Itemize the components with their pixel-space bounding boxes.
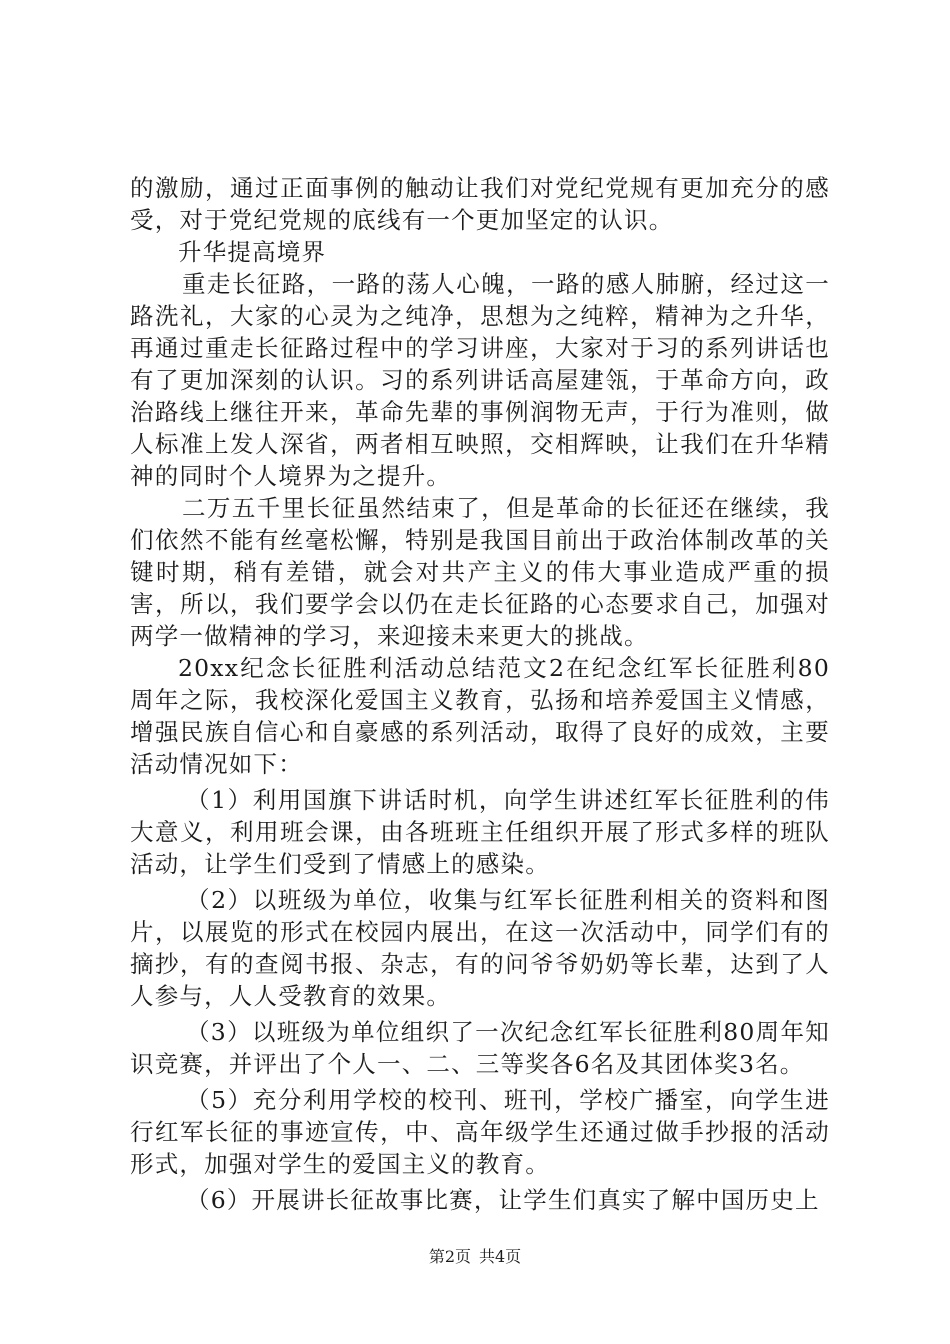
paragraph: 重走长征路，一路的荡人心魄，一路的感人肺腑，经过这一路洗礼，大家的心灵为之纯净，思想为之纯粹，精神为之升华，再通过重走长征路过程中的学习讲座，大家对于习的系列讲话也有了更加深刻的认识。习的系列讲话高屋建瓴，于革命方向，政治路线上继往开来，革命先辈的事例润物无声，于行为准则，做人标准上发人深省，两者相互映照，交相辉映，让我们在升华精神的同时个人境界为之提升。 (130, 270, 830, 490)
list-item: （3）以班级为单位组织了一次纪念红军长征胜利80周年知识竞赛，并评出了个人一、二、三等奖各6名及其团体奖3名。 (130, 1018, 830, 1078)
paragraph-continuation: 的激励，通过正面事例的触动让我们对党纪党规有更加充分的感受，对于党纪党规的底线有一个更加坚定的认识。 (130, 174, 830, 234)
document-body (130, 172, 830, 1216)
page-footer (0, 1244, 950, 1267)
page-total: 共4页 (479, 1247, 522, 1266)
list-item: （1）利用国旗下讲话时机，向学生讲述红军长征胜利的伟大意义，利用班会课，由各班班主任组织开展了形式多样的班队活动，让学生们受到了情感上的感染。 (130, 786, 830, 878)
page-number: 第2页 (428, 1247, 471, 1266)
list-item: （2）以班级为单位，收集与红军长征胜利相关的资料和图片，以展览的形式在校园内展出，在这一次活动中，同学们有的摘抄，有的查阅书报、杂志，有的问爷爷奶奶等长辈，达到了人人参与，人人受教育的效果。 (130, 886, 830, 1010)
list-item: （5）充分利用学校的校刊、班刊，学校广播室，向学生进行红军长征的事迹宣传，中、高年级学生还通过做手抄报的活动形式，加强对学生的爱国主义的教育。 (130, 1086, 830, 1178)
paragraph: 二万五千里长征虽然结束了，但是革命的长征还在继续，我们依然不能有丝毫松懈，特别是我国目前出于政治体制改革的关键时期，稍有差错，就会对共产主义的伟大事业造成严重的损害，所以，我们要学会以仍在走长征路的心态要求自己，加强对两学一做精神的学习，来迎接未来更大的挑战。 (130, 494, 830, 650)
list-item: （6）开展讲长征故事比赛，让学生们真实了解中国历史上 (186, 1186, 820, 1214)
section-heading: 升华提高境界 (178, 238, 327, 266)
paragraph: 20xx纪念长征胜利活动总结范文2在纪念红军长征胜利80周年之际，我校深化爱国主义教育，弘扬和培养爱国主义情感，增强民族自信心和自豪感的系列活动，取得了良好的成效，主要活动情况如下： (130, 654, 830, 778)
